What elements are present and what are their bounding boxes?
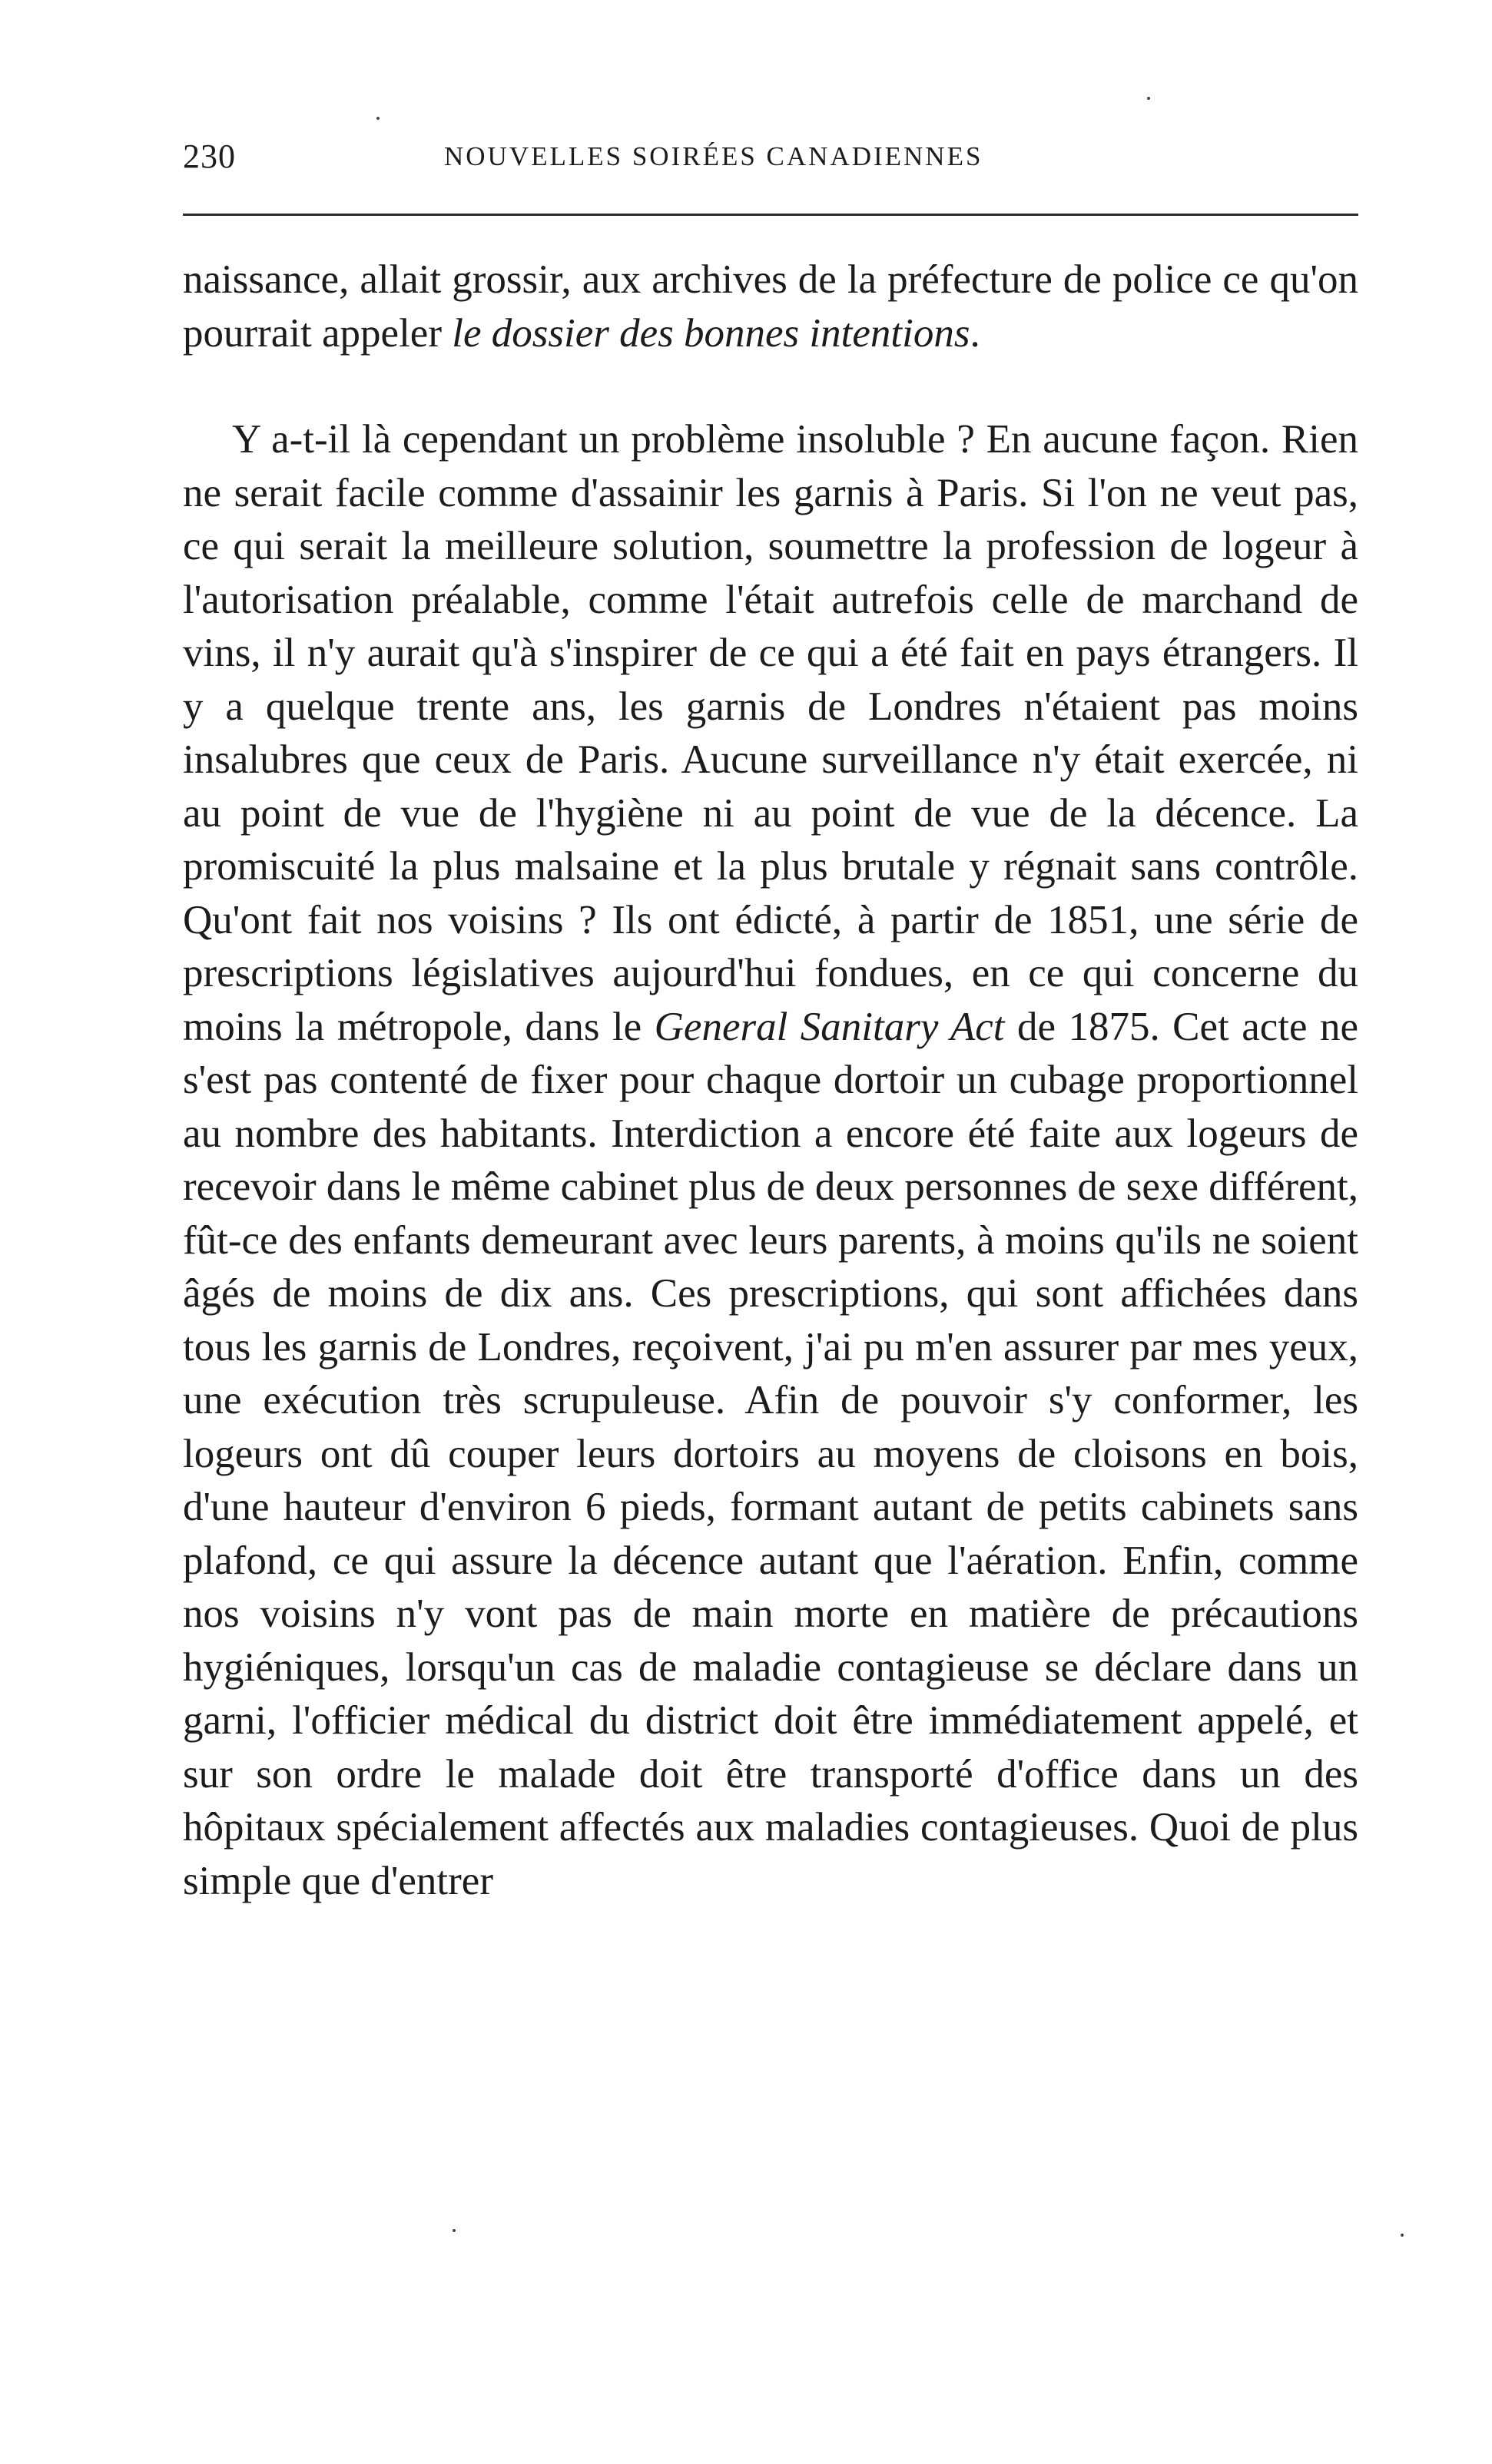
page-number: 230 xyxy=(183,137,236,175)
paragraph-2-text-a: Y a-t-il là cependant un problème insoluble ? En aucune façon. Rien ne serait facile comme d'assainir les garnis à Paris. Si l'on ne veut pas, ce qui serait la meilleure solution, soumettre la profession de logeur à l'autorisation préalable, comme l'était autrefois celle de marchand de vins, il n'y aurait qu'à s'inspirer de ce qui a été fait en pays étrangers. Il y a quelque trente ans, les garnis de Londres n'étaient pas moins insalubres que ceux de Paris. Aucune surveillance n'y était exercée, ni au point de vue de l'hygiène ni au point de vue de la décence. La promiscuité la plus malsaine et la plus brutale y régnait sans contrôle. Qu'ont fait nos voisins ? Ils ont édicté, à partir de 1851, une série de prescriptions législatives aujourd'hui fondues, en ce qui concerne du moins la métropole, dans le xyxy=(183,417,1358,1049)
paragraph-1-italic: le dossier des bonnes intentions xyxy=(452,310,970,356)
print-speck xyxy=(1147,97,1150,100)
print-speck xyxy=(453,2229,456,2232)
print-speck xyxy=(376,117,380,120)
paragraph-2-italic: General Sanitary Act xyxy=(654,1004,1005,1049)
paragraph-1 xyxy=(183,253,1358,360)
running-title: NOUVELLES SOIRÉES CANADIENNES xyxy=(444,141,983,171)
page-header xyxy=(183,129,1358,190)
paragraph-2-text-b: de 1875. Cet acte ne s'est pas contenté de fixer pour chaque dortoir un cubage proportionnel au nombre des habitants. Interdiction a encore été faite aux logeurs de recevoir dans le même cabinet plus de deux personnes de sexe différent, fût-ce des enfants demeurant avec leurs parents, à moins qu'ils ne soient âgés de moins de dix ans. Ces prescriptions, qui sont affichées dans tous les garnis de Londres, reçoivent, j'ai pu m'en assurer par mes yeux, une exécution très scrupuleuse. Afin de pouvoir s'y conformer, les logeurs ont dû couper leurs dortoirs au moyens de cloisons en bois, d'une hauteur d'environ 6 pieds, formant autant de petits cabinets sans plafond, ce qui assure la décence autant que l'aération. Enfin, comme nos voisins n'y vont pas de main morte en matière de précautions hygiéniques, lorsqu'un cas de maladie contagieuse se déclare dans un garni, l'officier médical du district doit être immédiatement appelé, et sur son ordre le malade doit être transporté d'office dans un des hôpitaux spécialement affectés aux maladies contagieuses. Quoi de plus simple que d'entrer xyxy=(183,1004,1358,1903)
paragraph-1-text-b: . xyxy=(970,310,980,356)
paragraph-2 xyxy=(183,413,1358,1908)
paragraph-1-text-a: naissance, allait grossir, aux archives de la préfecture de police ce qu'on pourrait appeler xyxy=(183,257,1358,356)
body-text xyxy=(183,253,1358,1908)
header-rule xyxy=(183,214,1358,216)
print-speck xyxy=(1401,2234,1404,2237)
